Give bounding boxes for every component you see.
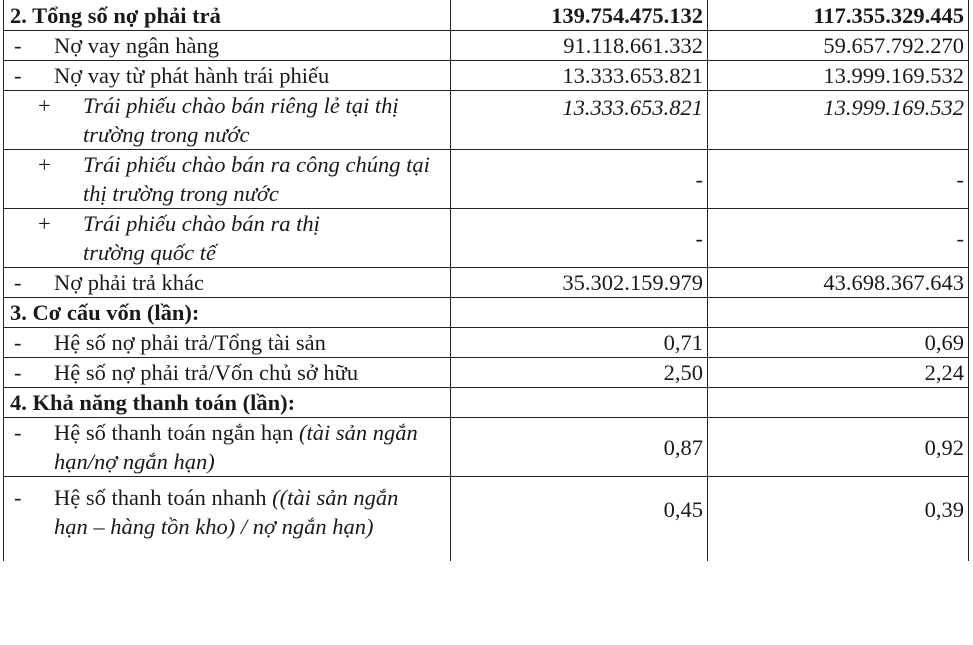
row-label-cell [4,91,451,150]
value-cell: 59.657.792.270 [708,31,969,61]
value-cell: 117.355.329.445 [708,0,969,31]
plus-marker: + [38,93,51,118]
value-cell: - [451,150,708,209]
table-row [4,209,969,268]
value-cell: 0,45 [451,477,708,542]
value-cell: 43.698.367.643 [708,268,969,298]
plus-marker: + [38,211,51,236]
row-label: Hệ số thanh toán nhanh [54,485,267,510]
table-row [4,150,969,209]
value-cell: 2,50 [451,358,708,388]
table-row [4,31,969,61]
row-label: Hệ số nợ phải trả/Tổng tài sản [54,330,326,355]
table-row [4,541,969,561]
dash-marker: - [14,33,22,58]
row-label: Trái phiếu chào bán riêng lẻ tại thị trường trong nước [83,93,399,147]
plus-marker: + [38,152,51,177]
table-row [4,0,969,31]
dash-marker: - [14,330,22,355]
row-note: ((tài sản ngắn hạn – hàng tồn kho) / nợ ngắn hạn) [54,485,399,539]
value-cell: - [451,209,708,268]
row-label-cell [4,61,451,91]
value-cell: 0,71 [451,328,708,358]
dash-marker: - [14,485,22,510]
value-cell: 13.333.653.821 [451,61,708,91]
row-label: Nợ vay từ phát hành trái phiếu [54,63,330,88]
table-row [4,298,969,328]
value-cell: - [708,209,969,268]
empty-cell [708,298,969,328]
value-cell: - [708,150,969,209]
row-label: Trái phiếu chào bán ra thị trường quốc tế [83,211,320,265]
row-label: Hệ số thanh toán ngắn hạn [54,420,294,445]
row-label-cell [4,150,451,209]
value-cell: 0,39 [708,477,969,542]
section-heading: 3. Cơ cấu vốn (lần): [4,298,451,328]
row-label-cell [4,31,451,61]
row-label-cell [4,477,451,542]
value-cell: 139.754.475.132 [451,0,708,31]
empty-cell [451,541,708,561]
value-cell: 2,24 [708,358,969,388]
row-label: Nợ vay ngân hàng [54,33,219,58]
empty-cell [708,388,969,418]
row-label-text [54,418,444,476]
value-cell: 13.999.169.532 [708,61,969,91]
value-cell: 0,87 [451,418,708,477]
row-label: 2. Tổng số nợ phải trả [4,0,451,31]
value-cell: 35.302.159.979 [451,268,708,298]
row-label-cell [4,328,451,358]
financial-table [3,0,969,561]
table-row [4,477,969,542]
row-label: Trái phiếu chào bán ra công chúng tại thị trường trong nước [83,152,430,206]
table-row [4,418,969,477]
row-label-text [54,483,444,541]
value-cell: 13.999.169.532 [708,91,969,150]
table-row [4,61,969,91]
dash-marker: - [14,63,22,88]
row-note: (tài sản ngắn hạn/nợ ngắn hạn) [54,420,418,474]
empty-cell [708,541,969,561]
dash-marker: - [14,270,22,295]
table-row [4,358,969,388]
row-label: Hệ số nợ phải trả/Vốn chủ sở hữu [54,360,359,385]
value-cell: 0,92 [708,418,969,477]
dash-marker: - [14,360,22,385]
value-cell: 0,69 [708,328,969,358]
section-heading: 4. Khả năng thanh toán (lần): [4,388,451,418]
table-row [4,268,969,298]
row-label-cell [4,209,451,268]
empty-cell [4,541,451,561]
value-cell: 91.118.661.332 [451,31,708,61]
dash-marker: - [14,420,22,445]
table-row [4,388,969,418]
row-label: Nợ phải trả khác [54,270,204,295]
row-label-cell [4,418,451,477]
row-label-cell [4,268,451,298]
table-row [4,328,969,358]
empty-cell [451,298,708,328]
value-cell: 13.333.653.821 [451,91,708,150]
table-row [4,91,969,150]
row-label-cell [4,358,451,388]
empty-cell [451,388,708,418]
